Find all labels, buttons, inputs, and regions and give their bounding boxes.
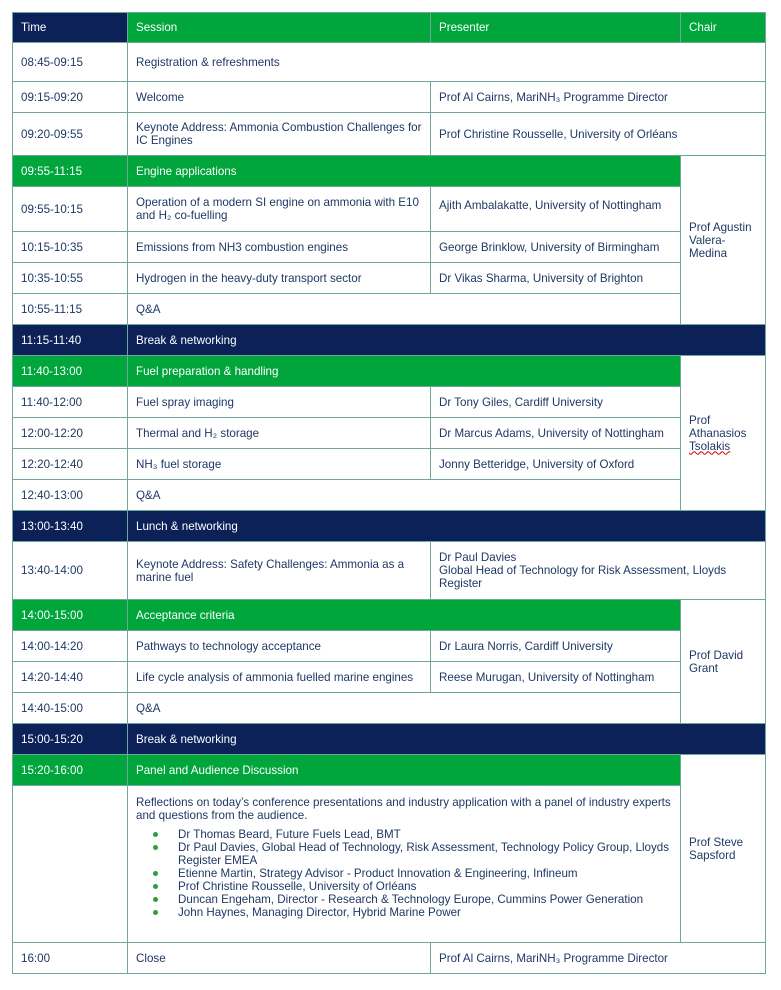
table-row [13,542,766,600]
session-cell: Pathways to technology acceptance [128,631,431,662]
section-title: Engine applications [128,156,681,187]
programme-table [12,12,766,974]
section-title: Acceptance criteria [128,600,681,631]
session-cell: Fuel spray imaging [128,387,431,418]
time-cell: 15:20-16:00 [13,755,128,786]
presenter-name: Dr Paul Davies [439,551,517,564]
table-row [13,263,766,294]
header-chair: Chair [681,13,766,43]
presenter-cell: George Brinklow, University of Birmingham [431,232,681,263]
section-row-engine [13,156,766,187]
table-row [13,232,766,263]
table-row [13,449,766,480]
table-row [13,294,766,325]
panel-description-cell [128,786,681,943]
session-cell: Operation of a modern SI engine on ammonia with E10 and H₂ co-fuelling [128,187,431,232]
section-row-acceptance [13,600,766,631]
time-cell: 12:00-12:20 [13,418,128,449]
table-header-row [13,13,766,43]
presenter-cell: Dr Vikas Sharma, University of Brighton [431,263,681,294]
session-cell: Keynote Address: Safety Challenges: Ammonia as a marine fuel [128,542,431,600]
session-cell: Life cycle analysis of ammonia fuelled marine engines [128,662,431,693]
time-cell: 10:15-10:35 [13,232,128,263]
time-cell: 09:55-11:15 [13,156,128,187]
session-cell: Registration & refreshments [128,43,766,82]
break-row [13,724,766,755]
table-row [13,113,766,156]
panelist-item: Duncan Engeham, Director - Research & Technology Europe, Cummins Power Generation [178,893,672,906]
table-row [13,418,766,449]
chair-cell: Prof David Grant [681,600,766,724]
presenter-cell [431,542,766,600]
chair-cell: Prof Agustin Valera-Medina [681,156,766,325]
panelist-item: Dr Paul Davies, Global Head of Technology, Risk Assessment, Technology Policy Group, Lloyds Register EMEA [178,841,672,867]
section-title: Fuel preparation & handling [128,356,681,387]
presenter-role: Global Head of Technology for Risk Assessment, Lloyds Register [439,564,727,590]
session-cell: Q&A [128,294,681,325]
time-cell: 14:40-15:00 [13,693,128,724]
time-cell: 12:20-12:40 [13,449,128,480]
time-cell: 14:20-14:40 [13,662,128,693]
time-cell: 11:15-11:40 [13,325,128,356]
break-label: Lunch & networking [128,511,766,542]
time-cell: 09:55-10:15 [13,187,128,232]
break-label: Break & networking [128,325,766,356]
presenter-cell: Dr Marcus Adams, University of Nottingham [431,418,681,449]
header-session: Session [128,13,431,43]
table-row [13,631,766,662]
presenter-cell: Prof Al Cairns, MariNH₃ Programme Director [431,943,766,974]
session-cell: Thermal and H₂ storage [128,418,431,449]
time-cell: 13:40-14:00 [13,542,128,600]
session-cell: Close [128,943,431,974]
session-cell: Q&A [128,693,681,724]
panelist-list [136,828,672,919]
table-row [13,693,766,724]
time-cell: 15:00-15:20 [13,724,128,755]
section-row-fuel [13,356,766,387]
section-title: Panel and Audience Discussion [128,755,681,786]
table-row [13,480,766,511]
panelist-item: Dr Thomas Beard, Future Fuels Lead, BMT [178,828,672,841]
time-cell [13,786,128,943]
panel-row [13,786,766,943]
panel-description: Reflections on today’s conference presentations and industry application with a panel of industry experts and questions from the audience. [136,796,671,822]
time-cell: 09:20-09:55 [13,113,128,156]
break-label: Break & networking [128,724,766,755]
table-row [13,187,766,232]
session-cell: Q&A [128,480,681,511]
chair-name-line1: Prof Athanasios [689,413,747,440]
table-row [13,43,766,82]
break-row [13,325,766,356]
chair-cell: Prof Steve Sapsford [681,755,766,943]
time-cell: 09:15-09:20 [13,82,128,113]
time-cell: 14:00-15:00 [13,600,128,631]
session-cell: Welcome [128,82,431,113]
table-row [13,943,766,974]
time-cell: 08:45-09:15 [13,43,128,82]
panelist-item: John Haynes, Managing Director, Hybrid Marine Power [178,906,672,919]
time-cell: 14:00-14:20 [13,631,128,662]
time-cell: 11:40-13:00 [13,356,128,387]
presenter-cell: Jonny Betteridge, University of Oxford [431,449,681,480]
table-row [13,387,766,418]
panelist-item: Etienne Martin, Strategy Advisor - Product Innovation & Engineering, Infineum [178,867,672,880]
chair-name-line2: Tsolakis [689,439,731,453]
time-cell: 12:40-13:00 [13,480,128,511]
presenter-cell: Dr Tony Giles, Cardiff University [431,387,681,418]
session-cell: Emissions from NH3 combustion engines [128,232,431,263]
panelist-item: Prof Christine Rousselle, University of Orléans [178,880,672,893]
time-cell: 11:40-12:00 [13,387,128,418]
session-cell: Keynote Address: Ammonia Combustion Challenges for IC Engines [128,113,431,156]
header-presenter: Presenter [431,13,681,43]
session-cell: NH₃ fuel storage [128,449,431,480]
session-cell: Hydrogen in the heavy-duty transport sector [128,263,431,294]
time-cell: 16:00 [13,943,128,974]
break-row [13,511,766,542]
time-cell: 10:35-10:55 [13,263,128,294]
presenter-cell: Dr Laura Norris, Cardiff University [431,631,681,662]
presenter-cell: Prof Al Cairns, MariNH₃ Programme Director [431,82,766,113]
presenter-cell: Reese Murugan, University of Nottingham [431,662,681,693]
table-row [13,82,766,113]
time-cell: 13:00-13:40 [13,511,128,542]
presenter-cell: Prof Christine Rousselle, University of Orléans [431,113,766,156]
section-row-panel [13,755,766,786]
table-row [13,662,766,693]
header-time: Time [13,13,128,43]
chair-cell [681,356,766,511]
presenter-cell: Ajith Ambalakatte, University of Nottingham [431,187,681,232]
time-cell: 10:55-11:15 [13,294,128,325]
